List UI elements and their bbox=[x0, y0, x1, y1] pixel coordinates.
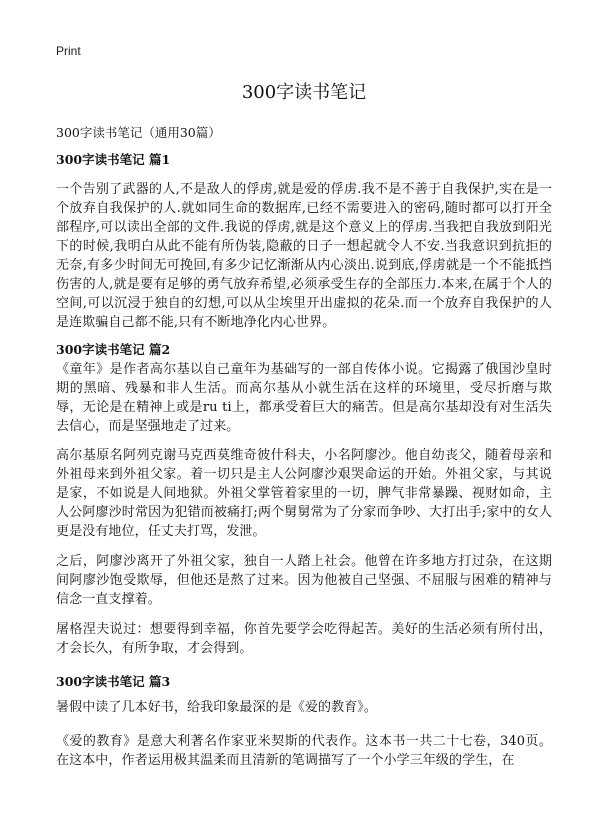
paragraph: 暑假中读了几本好书，给我印象最深的是《爱的教育》。 bbox=[56, 700, 378, 715]
paragraph: 《童年》是作者高尔基以自己童年为基础写的一部自传体小说。它揭露了俄国沙皇时期的黑暗、残暴和非人生活。而高尔基从小就生活在这样的环境里，受尽折磨与欺辱，无论是在精神上或是ru ti上，都承受着巨大的痛苦。但是高尔基却没有对生活失去信心，而是坚强地走了过来。 bbox=[56, 362, 552, 434]
section-heading-2: 300字读书笔记 篇2 bbox=[56, 342, 171, 357]
paragraph: 屠格涅夫说过：想要得到幸福，你首先要学会吃得起苦。美好的生活必须有所付出，才会长久，有所争取，才会得到。 bbox=[56, 622, 552, 656]
paragraph: 《爱的教育》是意大利著名作家亚米契斯的代表作。这本书一共二十七卷，340页。在这本中，作者运用极其温柔而且清新的笔调描写了一个小学三年级的学生，在 bbox=[56, 734, 552, 768]
document-title: 300字读书笔记 bbox=[241, 82, 367, 103]
print-link[interactable]: Print bbox=[56, 44, 81, 58]
section-heading-1: 300字读书笔记 篇1 bbox=[56, 152, 171, 167]
paragraph: 之后，阿廖沙离开了外祖父家，独自一人踏上社会。他曾在许多地方打过杂，在这期间阿廖沙饱受欺辱，但他还是熬了过来。因为他被自己坚强、不屈服与困难的精神与信念一直支撑着。 bbox=[56, 554, 552, 607]
paragraph: 一个告别了武器的人,不是敌人的俘虏,就是爱的俘虏.我不是不善于自我保护,实在是一个放弃自我保护的人.就如同生命的数据库,已经不需要进入的密码,随时都可以打开全部程序,可以读出全部的文件.我说的俘虏,就是这个意义上的俘虏.当我把自我放到阳光下的时候,我明白从此不能有所伪装,隐蔽的日子一想起就令人不安.当我意识到抗拒的无奈,有多少时间无可挽回,有多少记忆渐渐从内心淡出.说到底,俘虏就是一个不能抵挡伤害的人,就是要有足够的勇气放弃希望,必须承受生存的全部压力.本来,在属于个人的空间,可以沉浸于独自的幻想,可以从尘埃里开出虚拟的花朵.而一个放弃自我保护的人是连欺骗自己都不能,只有不断地净化内心世界。 bbox=[56, 182, 552, 330]
section-heading-3: 300字读书笔记 篇3 bbox=[56, 674, 171, 689]
paragraph: 高尔基原名阿列克谢马克西莫维奇彼什科夫，小名阿廖沙。他自幼丧父，随着母亲和外祖母来到外祖父家。着一切只是主人公阿廖沙艰哭命运的开始。外祖父家，与其说是家，不如说是人间地狱。外祖父掌管着家里的一切，脾气非常暴躁、视财如命，主人公阿廖沙时常因为犯错而被痛打;两个舅舅常为了分家而争吵、大打出手;家中的女人更是没有地位，任丈夫打骂，发泄。 bbox=[56, 448, 552, 539]
document-subtitle: 300字读书笔记（通用30篇） bbox=[56, 125, 221, 140]
